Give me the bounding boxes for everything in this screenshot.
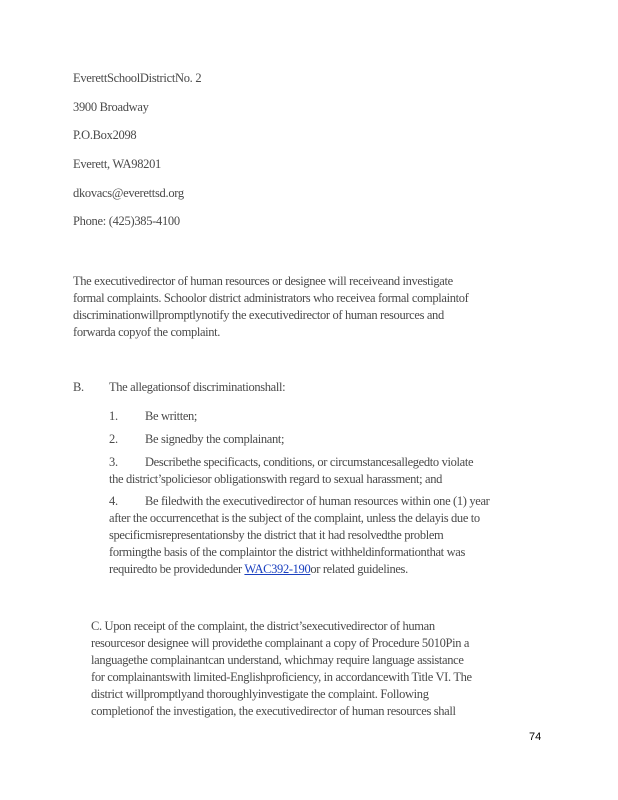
list-item-text: Be written; <box>145 409 198 423</box>
address-line-district: EverettSchoolDistrictNo. 2 <box>73 71 202 85</box>
address-line-pobox: P.O.Box2098 <box>73 128 137 142</box>
section-c-line: resourcesor designee will providethe complainant a copy of Procedure 5010Pin a <box>91 636 470 650</box>
address-line-city: Everett, WA98201 <box>73 157 162 171</box>
page-number: 74 <box>529 731 542 743</box>
section-c-line: district willpromptlyand thoroughlyinvestigate the complaint. Following <box>91 687 429 701</box>
address-line-street: 3900 Broadway <box>73 100 149 114</box>
list-item-number: 2. <box>109 432 118 446</box>
intro-line: forwarda copyof the complaint. <box>73 325 221 339</box>
wac-392-190-link[interactable]: WAC392-190 <box>244 562 311 576</box>
list-item-text-with-link <box>109 562 408 577</box>
intro-line: discriminationwillpromptlynotify the executivedirector of human resources and <box>73 308 444 322</box>
list-item-text: Be filedwith the executivedirector of human resources within one (1) year <box>145 494 490 508</box>
intro-line: formal complaints. Schoolor district administrators who receivea formal complaintof <box>73 291 469 305</box>
list-item-text: Describethe specificacts, conditions, or circumstancesallegedto violate <box>145 455 474 469</box>
section-c-line: C. Upon receipt of the complaint, the district’sexecutivedirector of human <box>91 619 435 633</box>
list-item-text: after the occurrencethat is the subject of the complaint, unless the delayis due to <box>109 511 480 525</box>
list-item-number: 3. <box>109 455 118 469</box>
intro-paragraph <box>73 273 469 341</box>
section-c-line: completionof the investigation, the executivedirector of human resources shall <box>91 704 456 718</box>
list-item-text: the district’spoliciesor obligationswith regard to sexual harassment; and <box>109 472 443 486</box>
address-email: dkovacs@everettsd.org <box>73 186 184 200</box>
list-item-number: 4. <box>109 494 118 508</box>
section-c-line: languagethe complainantcan understand, whichmay require language assistance <box>91 653 464 667</box>
link-prefix-text: requiredto be providedunder <box>109 562 245 576</box>
section-b-heading: The allegationsof discriminationshall: <box>109 380 286 394</box>
list-item-text: formingthe basis of the complaintor the district withheldinformationthat was <box>109 545 465 559</box>
list-item-text: Be signedby the complainant; <box>145 432 285 446</box>
address-phone: Phone: (425)385-4100 <box>73 214 180 228</box>
section-c-line: for complainantswith limited-Englishproficiency, in accordancewith Title VI. The <box>91 670 472 684</box>
section-c-paragraph <box>91 618 472 720</box>
section-b-label: B. <box>73 380 84 394</box>
list-item-text: specificmisrepresentationsby the district that it had resolvedthe problem <box>109 528 444 542</box>
intro-line: The executivedirector of human resources or designee will receiveand investigate <box>73 274 453 288</box>
link-suffix-text: or related guidelines. <box>310 562 408 576</box>
list-item-number: 1. <box>109 409 118 423</box>
